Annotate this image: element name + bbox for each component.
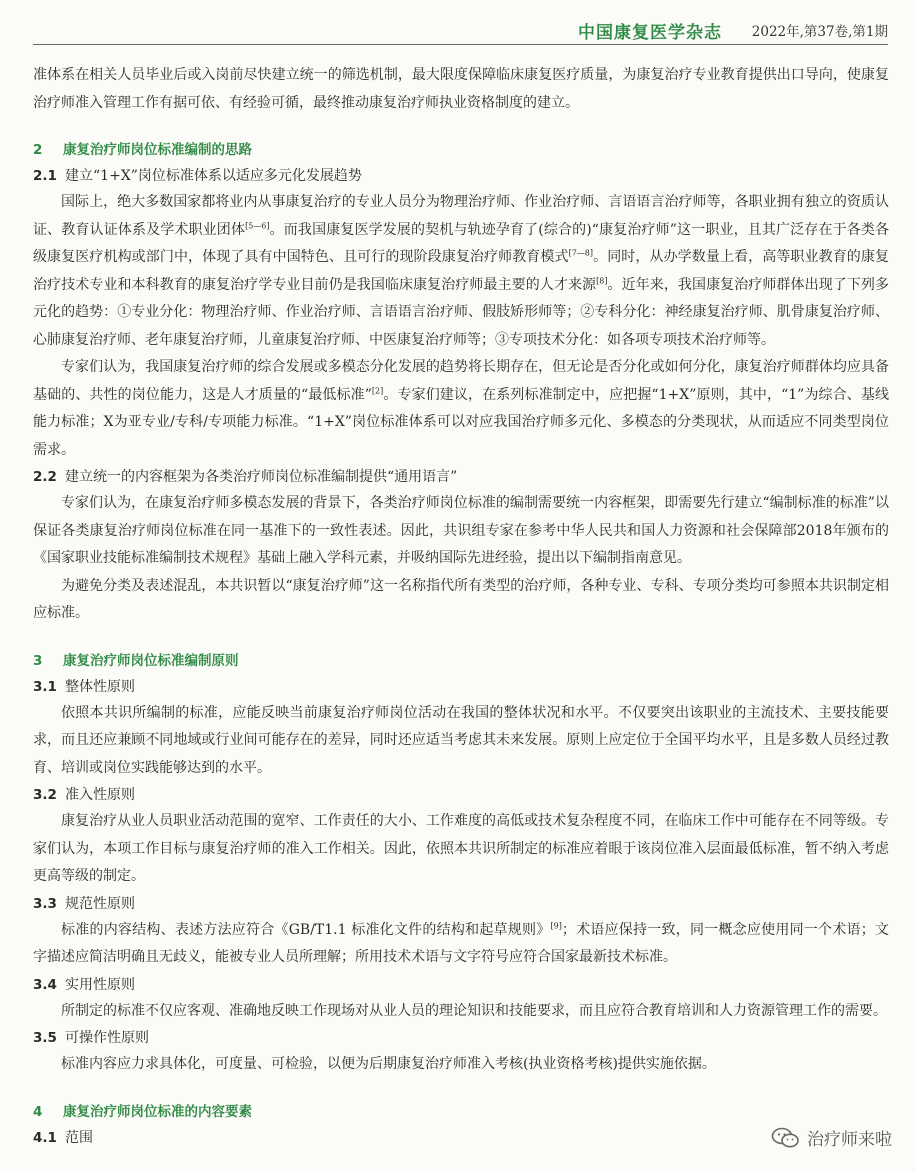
subsection-number: 4.1 [33,1129,57,1146]
journal-name: 中国康复医学杂志 [578,23,722,43]
paragraph-3-2: 康复治疗从业人员职业活动范围的宽窄、工作责任的大小、工作难度的高低或技术复杂程度不同，在临床工作中可能存在不同等级。专家们认为，本项工作目标与康复治疗师的准入工作相关。因此，依照本共识所制定的标准应着眼于该岗位准入层面最低标准，暂不纳入考虑更高等级的制定。 [33,813,889,884]
citation: [8] [596,275,608,285]
subsection-3-2-heading [33,782,889,808]
subsection-4-1-heading [33,1125,889,1151]
subsection-title: 可操作性原则 [65,1030,149,1046]
subsection-3-3-heading [33,891,889,917]
subsection-number: 3.1 [33,678,57,695]
section-number: 3 [33,652,43,669]
paragraph-2-1-2: 专家们认为，我国康复治疗师的综合发展或多模态分化发展的趋势将长期存在，但无论是否分化或如何分化，康复治疗师群体均应具备基础的、共性的岗位能力，这是人才质量的“最低标准”[2]。专家们建议，在系列标准制定中，应把握“1+X”原则，其中，“1”为综合、基线能力标准；X为亚专业/专科/专项能力标准。“1+X”岗位标准体系可以对应我国治疗师多元化、多模态的分类现状，从而适应不同类型岗位需求。 [33,359,889,458]
subsection-number: 3.2 [33,787,57,803]
subsection-3-1-heading [33,674,889,700]
subsection-title: 准入性原则 [65,787,135,803]
section-4-heading [33,1099,889,1125]
paragraph-2-2-1: 专家们认为，在康复治疗师多模态发展的背景下，各类治疗师岗位标准的编制需要统一内容框架，即需要先行建立“编制标准的标准”以保证各类康复治疗师岗位标准在同一基准下的一致性表述。因此，共识组专家在参考中华人民共和国人力资源和社会保障部2018年颁布的《国家职业技能标准编制技术规程》基础上融入学科元素，并吸纳国际先进经验，提出以下编制指南意见。 [33,495,889,566]
paragraph-2-2-2: 为避免分类及表述混乱，本共识暂以“康复治疗师”这一名称指代所有类型的治疗师，各种专业、专科、专项分类均可参照本共识制定相应标准。 [33,577,889,621]
paragraph-3-3: 标准的内容结构、表述方法应符合《GB/T1.1 标准化文件的结构和起草规则》[9]；术语应保持一致，同一概念应使用同一个术语；文字描述应简洁明确且无歧义，能被专业人员所理解；所用技术术语与文字符号应符合国家最新技术标准。 [33,920,889,965]
section-number: 4 [33,1103,43,1120]
subsection-title: 建立统一的内容框架为各类治疗师岗位标准编制提供“通用语言” [65,469,458,485]
section-number: 2 [33,142,43,158]
page-header [33,14,888,44]
paragraph-2-1-1: 国际上，绝大多数国家都将业内从事康复治疗的专业人员分为物理治疗师、作业治疗师、言语语言治疗师等，各职业拥有独立的资质认证、教育认证体系及学术职业团体[5—6]。而我国康复医学发展的契机与轨迹孕育了(综合的)“康复治疗师”这一职业，且其广泛存在于各类各级康复医疗机构或部门中，体现了具有中国特色、且可行的现阶段康复治疗师教育模式[7—8]。同时，从办学数量上看，高等职业教育的康复治疗技术专业和本科教育的康复治疗学专业目前仍是我国临床康复治疗师最主要的人才来源[8]。近年来，我国康复治疗师群体出现了下列多元化的趋势：①专业分化：物理治疗师、作业治疗师、言语语言治疗师、假肢矫形师等；②专科分化：神经康复治疗师、肌骨康复治疗师、心肺康复治疗师、老年康复治疗师，儿童康复治疗师、中医康复治疗师等；③专项技术分化：如各项专项技术治疗师等。 [33,194,890,348]
subsection-number: 3.4 [33,976,57,993]
intro-paragraph: 准体系在相关人员毕业后或入岗前尽快建立统一的筛选机制，最大限度保障临床康复医疗质量，为康复治疗专业教育提供出口导向，使康复治疗师准入管理工作有据可依、有经验可循，最终推动康复治疗师执业资格制度的建立。 [33,67,889,111]
subsection-number: 2.1 [33,168,57,184]
subsection-number: 3.5 [33,1030,57,1046]
subsection-2-1-heading [33,163,889,189]
subsection-title: 建立“1+X”岗位标准体系以适应多元化发展趋势 [65,168,362,184]
section-title: 康复治疗师岗位标准的内容要素 [63,1103,252,1120]
subsection-3-5-heading [33,1025,889,1051]
subsection-title: 范围 [65,1129,93,1146]
watermark-text: 治疗师来啦 [807,1130,892,1150]
subsection-title: 整体性原则 [65,678,135,695]
subsection-number: 3.3 [33,895,57,912]
section-3-heading [33,648,889,674]
subsection-2-2-heading [33,464,889,490]
header-rule [33,44,888,45]
citation: [9] [550,920,562,930]
subsection-3-4-heading [33,972,889,998]
article-body [33,62,889,1151]
citation: [2] [371,385,384,395]
citation: [5—6] [245,220,270,230]
paragraph-3-5: 标准内容应力求具体化，可度量、可检验，以便为后期康复治疗师准入考核(执业资格考核)提供实施依据。 [61,1056,716,1072]
issue-info: 2022年,第37卷,第1期 [751,24,888,40]
citation: [7—8] [568,248,594,258]
subsection-number: 2.2 [33,469,57,485]
watermark [771,1125,892,1150]
paragraph-3-4: 所制定的标准不仅应客观、准确地反映工作现场对从业人员的理论知识和技能要求，而且应符合教育培训和人力资源管理工作的需要。 [61,1002,887,1019]
subsection-title: 规范性原则 [65,895,135,912]
section-2-heading [33,137,889,163]
wechat-icon [771,1126,801,1150]
subsection-title: 实用性原则 [65,976,135,993]
section-title: 康复治疗师岗位标准编制原则 [63,652,239,669]
paragraph-3-1: 依照本共识所编制的标准，应能反映当前康复治疗师岗位活动在我国的整体状况和水平。不仅要突出该职业的主流技术、主要技能要求，而且还应兼顾不同地域或行业间可能存在的差异，同时还应适当考虑其未来发展。原则上应定位于全国平均水平，且是多数人员经过教育、培训或岗位实践能够达到的水平。 [33,704,889,776]
section-title: 康复治疗师岗位标准编制的思路 [63,142,252,158]
